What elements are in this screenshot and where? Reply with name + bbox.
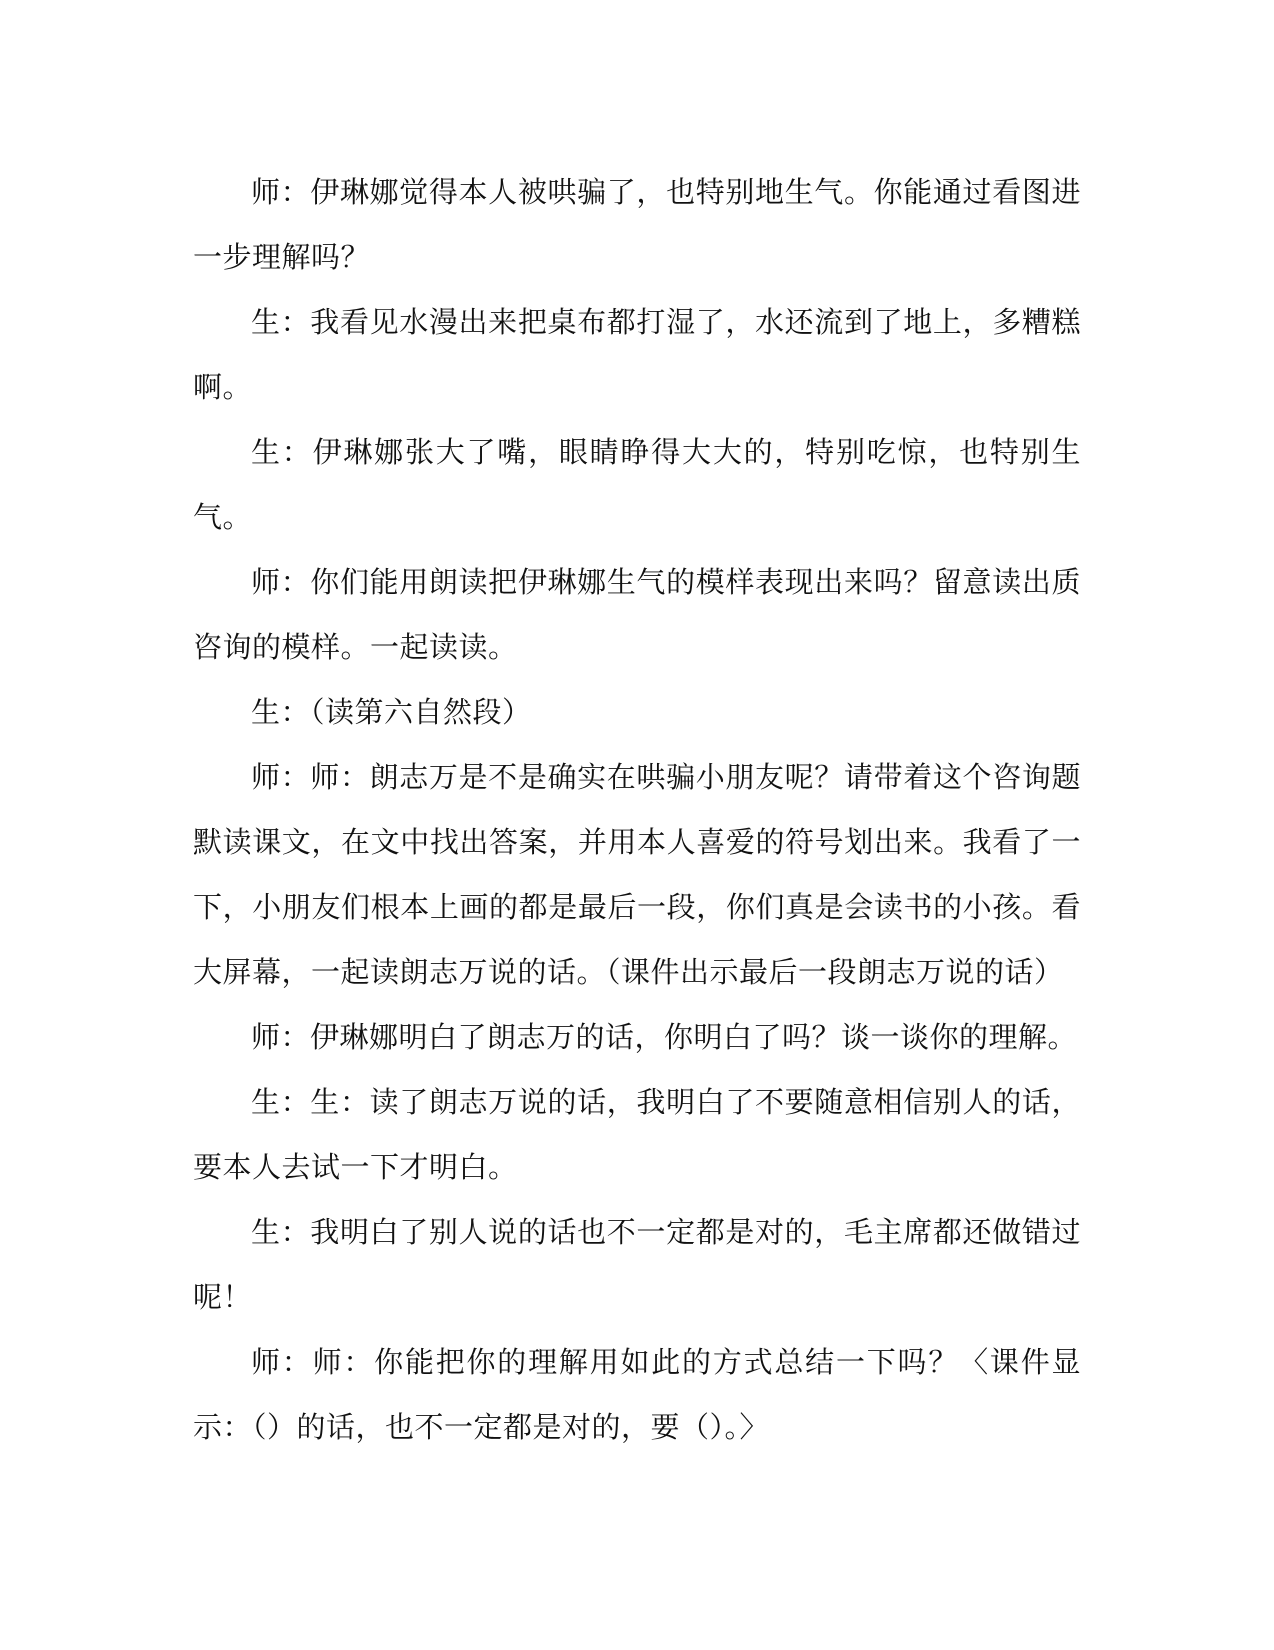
paragraph: 生：生：读了朗志万说的话，我明白了不要随意相信别人的话，要本人去试一下才明白。 — [193, 1085, 1081, 1184]
paragraph: 师：师：朗志万是不是确实在哄骗小朋友呢？请带着这个咨询题默读课文，在文中找出答案，并用本人喜爱的符号划出来。我看了一下，小朋友们根本上画的都是最后一段，你们真是会读书的小孩。看大屏幕，一起读朗志万说的话。（课件出示最后一段朗志万说的话） — [193, 760, 1081, 989]
document-body — [193, 160, 1081, 1460]
paragraph: 生：伊琳娜张大了嘴，眼睛睁得大大的，特别吃惊，也特别生气。 — [193, 435, 1081, 534]
paragraph: 师：伊琳娜觉得本人被哄骗了，也特别地生气。你能通过看图进一步理解吗？ — [193, 175, 1081, 274]
paragraph: 生：（读第六自然段） — [251, 695, 532, 729]
paragraph: 生：我看见水漫出来把桌布都打湿了，水还流到了地上，多糟糕啊。 — [193, 305, 1081, 404]
paragraph: 师：你们能用朗读把伊琳娜生气的模样表现出来吗？留意读出质咨询的模样。一起读读。 — [193, 565, 1081, 664]
paragraph: 师：师：你能把你的理解用如此的方式总结一下吗？〈课件显示：（）的话，也不一定都是对的，要（）。〉 — [193, 1345, 1081, 1444]
paragraph: 师：伊琳娜明白了朗志万的话，你明白了吗？谈一谈你的理解。 — [251, 1020, 1078, 1054]
paragraph: 生：我明白了别人说的话也不一定都是对的，毛主席都还做错过呢！ — [193, 1215, 1081, 1314]
